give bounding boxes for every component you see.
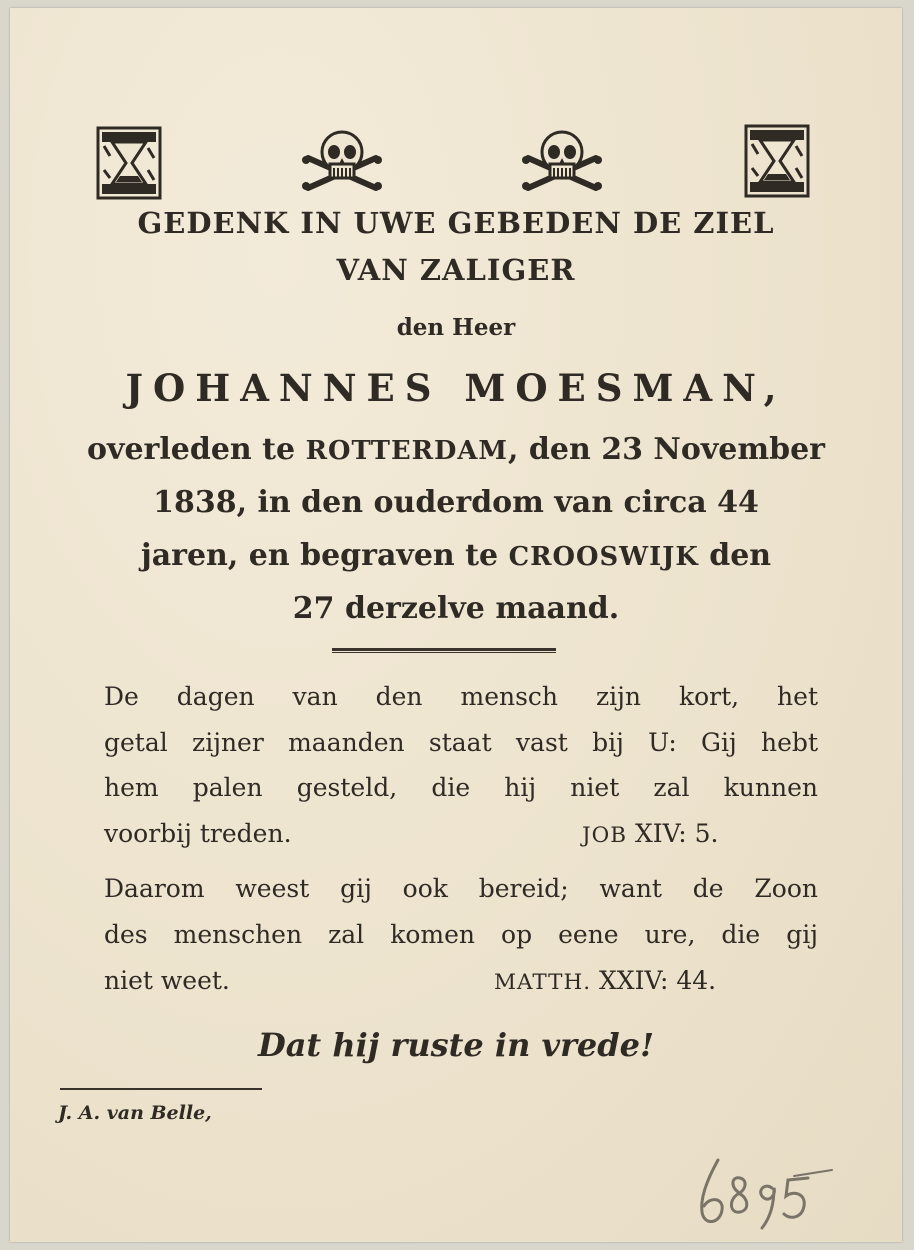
verse-2-line-1: Daarom weest gij ook bereid; want de Zoon	[104, 874, 818, 903]
place-of-burial: CROOSWIJK	[508, 542, 699, 572]
verse-1-line-3: hem palen gesteld, die hij niet zal kunnen	[104, 773, 818, 802]
reference-book: JOB	[582, 823, 628, 848]
ornament-row	[10, 126, 902, 206]
verse-1-line-4: voorbij treden.	[104, 819, 292, 848]
hourglass-icon	[96, 126, 162, 200]
text-segment: overleden te	[87, 432, 306, 467]
text-segment: jaren, en begraven te	[140, 538, 509, 573]
printer-divider	[60, 1088, 262, 1090]
verse-2-line-3: niet weet.	[104, 966, 230, 995]
text-segment: den	[698, 538, 772, 573]
deceased-name: JOHANNES MOESMAN,	[125, 366, 787, 410]
honorific: den Heer	[396, 314, 516, 341]
reference-number: XIV: 5.	[627, 819, 719, 848]
hourglass-icon	[744, 124, 810, 198]
memorial-card	[10, 8, 902, 1242]
verse-1-line-2: getal zijner maanden staat vast bij U: Gij hebt	[104, 728, 818, 757]
handwritten-inventory-number	[686, 1148, 836, 1238]
verse-1-line-1: De dagen van den mensch zijn kort, het	[104, 682, 818, 711]
death-notice-line-4: 27 derzelve maand.	[292, 591, 620, 626]
death-notice-line-3	[10, 538, 902, 573]
reference-number: XXIV: 44.	[591, 966, 717, 995]
heading-line-1: GEDENK IN UWE GEBEDEN DE ZIEL	[137, 206, 775, 240]
closing-prayer: Dat hij ruste in vrede!	[257, 1026, 655, 1064]
reference-book: MATTH.	[494, 970, 592, 995]
death-notice-line-1	[10, 432, 902, 467]
skull-crossbones-icon	[520, 128, 604, 200]
center-divider	[332, 648, 556, 653]
verse-2-line-2: des menschen zal komen op eene ure, die gij	[104, 920, 818, 949]
place-of-death: ROTTERDAM	[305, 436, 508, 466]
skull-crossbones-icon	[300, 128, 384, 200]
verse-2-reference	[494, 966, 716, 995]
heading-line-2: VAN ZALIGER	[336, 253, 576, 287]
verse-1-reference	[582, 819, 718, 848]
text-segment: , den 23 November	[508, 432, 825, 467]
printer-credit: J. A. van Belle,	[58, 1102, 212, 1124]
death-notice-line-2: 1838, in den ouderdom van circa 44	[153, 485, 759, 520]
